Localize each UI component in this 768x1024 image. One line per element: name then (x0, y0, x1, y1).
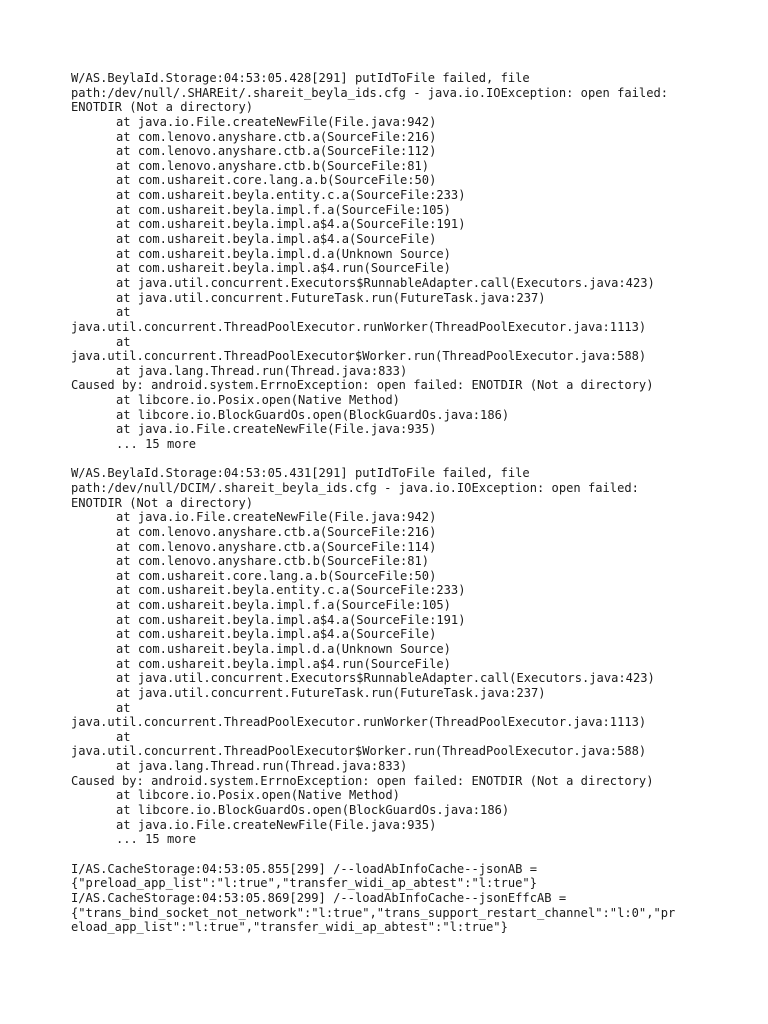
log-line: W/AS.BeylaId.Storage:04:53:05.431[291] putIdToFile failed, file (71, 466, 530, 481)
stack-trace-line: at java.util.concurrent.Executors$RunnableAdapter.call(Executors.java:423) (116, 671, 655, 686)
stack-trace-line: at com.ushareit.beyla.impl.a$4.a(SourceFile:191) (116, 217, 466, 232)
log-line: java.util.concurrent.ThreadPoolExecutor$Worker.run(ThreadPoolExecutor.java:588) (71, 744, 647, 759)
log-line: ENOTDIR (Not a directory) (71, 495, 254, 510)
stack-trace-line: ... 15 more (116, 437, 197, 452)
stack-trace-line: at com.ushareit.beyla.impl.a$4.a(SourceFile) (116, 627, 437, 642)
stack-trace-line: at com.ushareit.beyla.entity.c.a(SourceFile:233) (116, 583, 466, 598)
log-line: path:/dev/null/.SHAREit/.shareit_beyla_ids.cfg - java.io.IOException: open failed: (71, 85, 669, 100)
stack-trace-line: at com.lenovo.anyshare.ctb.b(SourceFile:81) (116, 158, 430, 173)
stack-trace-line: at java.util.concurrent.Executors$RunnableAdapter.call(Executors.java:423) (116, 275, 655, 290)
stack-trace-line: at com.ushareit.beyla.impl.a$4.a(SourceFile:191) (116, 612, 466, 627)
log-line: I/AS.CacheStorage:04:53:05.855[299] /--loadAbInfoCache--jsonAB = (71, 861, 537, 876)
log-line: Caused by: android.system.ErrnoException: open failed: ENOTDIR (Not a directory) (71, 378, 654, 393)
stack-trace-line: at (116, 700, 131, 715)
stack-trace-line: at com.lenovo.anyshare.ctb.a(SourceFile:216) (116, 129, 437, 144)
stack-trace-line: at java.io.File.createNewFile(File.java:935) (116, 422, 437, 437)
stack-trace-line: at java.util.concurrent.FutureTask.run(FutureTask.java:237) (116, 685, 546, 700)
stack-trace-line: at java.lang.Thread.run(Thread.java:833) (116, 759, 408, 774)
stack-trace-line: at com.ushareit.beyla.impl.f.a(SourceFile:105) (116, 598, 451, 613)
stack-trace-line: at com.ushareit.beyla.impl.a$4.run(SourceFile) (116, 656, 451, 671)
log-line: W/AS.BeylaId.Storage:04:53:05.428[291] putIdToFile failed, file (71, 71, 530, 85)
stack-trace-line: at com.lenovo.anyshare.ctb.b(SourceFile:81) (116, 554, 430, 569)
log-line: Caused by: android.system.ErrnoException: open failed: ENOTDIR (Not a directory) (71, 773, 654, 788)
stack-trace-line: at com.lenovo.anyshare.ctb.a(SourceFile:112) (116, 144, 437, 159)
log-line: {"preload_app_list":"l:true","transfer_widi_ap_abtest":"l:true"} (71, 876, 537, 891)
log-entry (71, 466, 711, 847)
log-entry (71, 862, 711, 935)
log-line: java.util.concurrent.ThreadPoolExecutor$Worker.run(ThreadPoolExecutor.java:588) (71, 349, 647, 364)
log-line: eload_app_list":"l:true","transfer_widi_ap_abtest":"l:true"} (71, 920, 508, 935)
log-line: path:/dev/null/DCIM/.shareit_beyla_ids.cfg - java.io.IOException: open failed: (71, 480, 639, 495)
log-line: java.util.concurrent.ThreadPoolExecutor.runWorker(ThreadPoolExecutor.java:1113) (71, 319, 647, 334)
stack-trace-line: at (116, 334, 131, 349)
stack-trace-line: at java.io.File.createNewFile(File.java:942) (116, 114, 437, 129)
stack-trace-line: ... 15 more (116, 832, 197, 847)
stack-trace-line: at com.ushareit.beyla.impl.a$4.a(SourceFile) (116, 232, 437, 247)
stack-trace-line: at com.ushareit.beyla.entity.c.a(SourceFile:233) (116, 188, 466, 203)
stack-trace-line: at com.ushareit.core.lang.a.b(SourceFile:50) (116, 173, 437, 188)
stack-trace-line: at (116, 305, 131, 320)
log-line: {"trans_bind_socket_not_network":"l:true","trans_support_restart_channel":"l:0","pr (71, 905, 676, 920)
log-line: I/AS.CacheStorage:04:53:05.869[299] /--loadAbInfoCache--jsonEffcAB = (71, 890, 567, 905)
stack-trace-line: at java.io.File.createNewFile(File.java:935) (116, 817, 437, 832)
stack-trace-line: at libcore.io.Posix.open(Native Method) (116, 788, 400, 803)
stack-trace-line: at com.ushareit.beyla.impl.d.a(Unknown Source) (116, 641, 451, 656)
stack-trace-line: at com.ushareit.beyla.impl.a$4.run(SourceFile) (116, 261, 451, 276)
stack-trace-line: at libcore.io.Posix.open(Native Method) (116, 393, 400, 408)
stack-trace-line: at com.ushareit.beyla.impl.d.a(Unknown Source) (116, 246, 451, 261)
stack-trace-line: at java.lang.Thread.run(Thread.java:833) (116, 363, 408, 378)
log-entry (71, 71, 711, 452)
log-line: ENOTDIR (Not a directory) (71, 100, 254, 115)
log-document (71, 71, 711, 935)
stack-trace-line: at com.lenovo.anyshare.ctb.a(SourceFile:114) (116, 539, 437, 554)
stack-trace-line: at java.util.concurrent.FutureTask.run(FutureTask.java:237) (116, 290, 546, 305)
stack-trace-line: at libcore.io.BlockGuardOs.open(BlockGuardOs.java:186) (116, 407, 510, 422)
stack-trace-line: at java.io.File.createNewFile(File.java:942) (116, 510, 437, 525)
stack-trace-line: at com.ushareit.core.lang.a.b(SourceFile:50) (116, 568, 437, 583)
stack-trace-line: at libcore.io.BlockGuardOs.open(BlockGuardOs.java:186) (116, 803, 510, 818)
stack-trace-line: at com.ushareit.beyla.impl.f.a(SourceFile:105) (116, 202, 451, 217)
stack-trace-line: at com.lenovo.anyshare.ctb.a(SourceFile:216) (116, 524, 437, 539)
log-line: java.util.concurrent.ThreadPoolExecutor.runWorker(ThreadPoolExecutor.java:1113) (71, 715, 647, 730)
stack-trace-line: at (116, 729, 131, 744)
